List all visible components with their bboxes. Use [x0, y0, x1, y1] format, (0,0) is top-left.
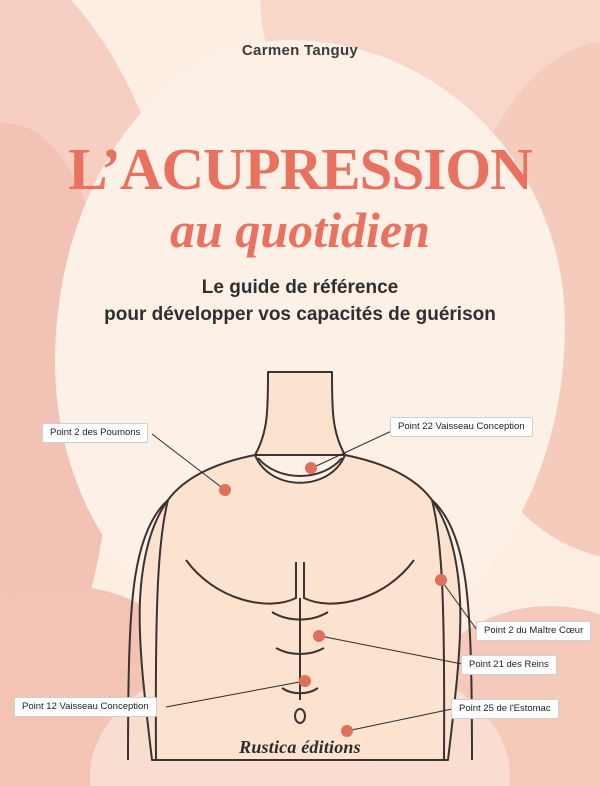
callout-point-22-vaisseau-conception: Point 22 Vaisseau Conception	[390, 417, 533, 437]
book-title-line-1: L’ACUPRESSION	[68, 136, 532, 202]
callout-point-12-vaisseau-conception: Point 12 Vaisseau Conception	[14, 697, 157, 717]
strapline-line-1: Le guide de référence	[201, 277, 399, 298]
point-marker-21-reins	[313, 630, 325, 642]
callout-point-2-poumons: Point 2 des Poumons	[42, 423, 148, 443]
callout-point-25-estomac: Point 25 de l'Estomac	[451, 699, 559, 719]
point-marker-22-vaisseau-conception	[305, 462, 317, 474]
point-marker-2-poumons	[219, 484, 231, 496]
point-marker-2-maitre-coeur	[435, 574, 447, 586]
strapline-line-2: pour développer vos capacités de guérison	[104, 303, 496, 325]
book-title-line-2: au quotidien	[170, 202, 430, 258]
callout-point-2-maitre-coeur: Point 2 du Maître Cœur	[476, 621, 591, 641]
callout-point-21-reins: Point 21 des Reins	[461, 655, 557, 675]
author-name: Carmen Tanguy	[241, 42, 359, 59]
publisher-name: Rustica éditions	[239, 737, 361, 757]
strapline	[0, 275, 600, 329]
point-marker-12-vaisseau-conception	[299, 675, 311, 687]
point-marker-25-estomac	[341, 725, 353, 737]
neck	[255, 372, 345, 455]
